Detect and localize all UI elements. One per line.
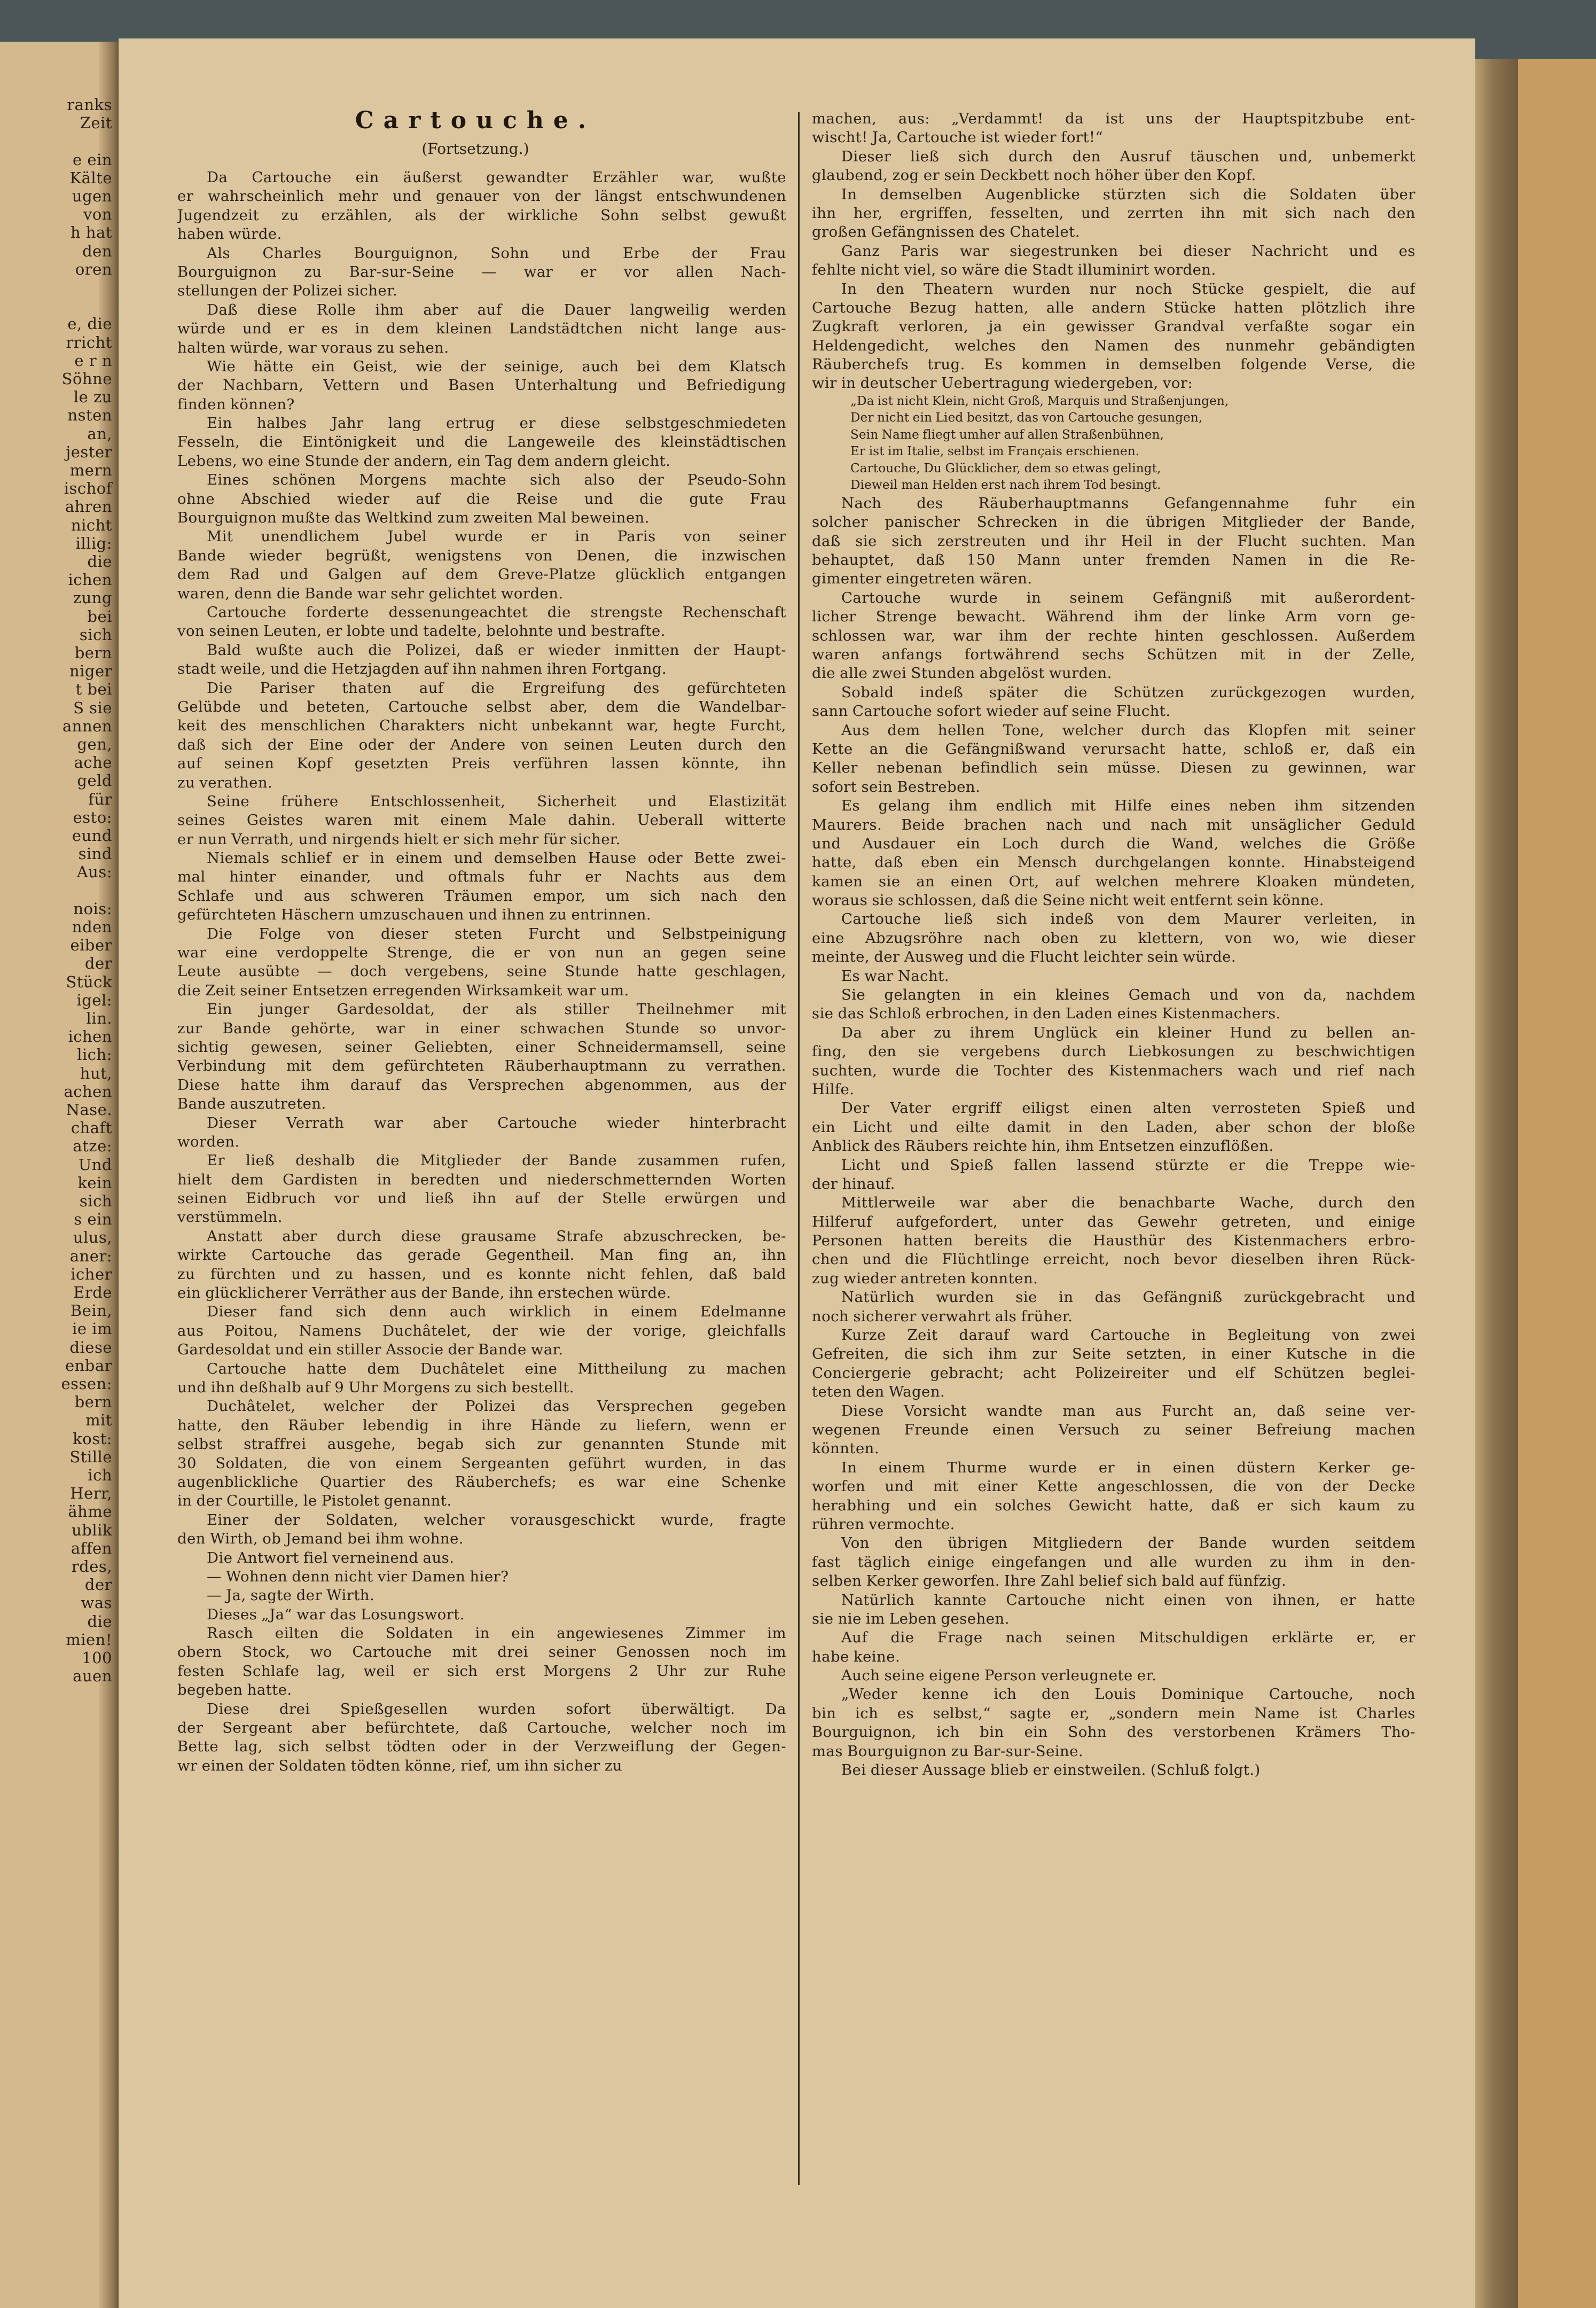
left-page-line: ähme xyxy=(68,1502,112,1521)
left-page-line: der xyxy=(84,954,112,973)
left-page-line: e, die xyxy=(67,315,112,333)
text-line: Schlafe und aus schweren Träumen empor, um sich nach den xyxy=(177,887,786,905)
text-line: zur Bande gehörte, war in einer schwachen Stunde so unvor- xyxy=(177,1019,786,1037)
text-line: behauptet, daß 150 Mann unter fremden Namen in die Re- xyxy=(812,551,1415,569)
text-line: Conciergerie gebracht; acht Polizeireiter und elf Schützen beglei- xyxy=(812,1364,1415,1382)
text-line: herabhing und ein solches Gewicht hatte, daß er sich kaum zu xyxy=(812,1496,1415,1514)
text-line: aus Poitou, Namens Duchâtelet, der wie der vorige, gleichfalls xyxy=(177,1322,786,1339)
text-line: machen, aus: „Verdammt! da ist uns der Hauptspitzbube ent- xyxy=(812,110,1415,127)
left-page-line: Kälte xyxy=(69,168,112,187)
left-page-line: hut, xyxy=(80,1064,112,1082)
text-line: Von den übrigen Mitgliedern der Bande wurden seitdem xyxy=(841,1534,1415,1552)
text-line: chen und die Flüchtlinge erreicht, noch bevor dieselben ihren Rück- xyxy=(812,1251,1415,1268)
column-divider xyxy=(798,112,800,2185)
left-page-line: ischof xyxy=(64,479,112,498)
text-line: woraus sie schlossen, daß die Seine nicht weit entfernt sein könne. xyxy=(812,892,1324,909)
text-line: Er ließ deshalb die Mitglieder der Bande zusammen rufen, xyxy=(207,1152,786,1169)
text-line: obern Stock, wo Cartouche mit drei seiner Genossen noch im xyxy=(177,1643,786,1661)
text-line: Diese drei Spießgesellen wurden sofort überwältigt. Da xyxy=(207,1700,786,1718)
article-title: Cartouche. xyxy=(355,107,596,134)
text-line: schlossen war, war ihm der rechte hinten geschlossen. Außerdem xyxy=(812,627,1415,644)
text-line: Dieses „Ja“ war das Losungswort. xyxy=(207,1605,465,1623)
text-line: war eine verdoppelte Strenge, die er von nun an gegen seine xyxy=(177,944,786,962)
text-line: Wie hätte ein Geist, wie der seinige, auch bei dem Klatsch xyxy=(207,357,786,375)
text-line: zug wieder antreten konnten. xyxy=(812,1269,1038,1287)
text-line: von seinen Leuten, er lobte und tadelte, belohnte und bestrafte. xyxy=(177,622,666,640)
text-line: selben Kerker geworfen. Ihre Zahl belief sich bald auf fünfzig. xyxy=(812,1572,1287,1590)
text-line: mas Bourguignon zu Bar-sur-Seine. xyxy=(812,1742,1084,1760)
text-line: er wahrscheinlich mehr und genauer von der längst entschwundenen xyxy=(177,188,786,205)
text-line: Leute ausübte — doch vergebens, seine Stunde hatte geschlagen, xyxy=(177,963,786,980)
left-page-line: zung xyxy=(73,589,112,607)
text-line: sann Cartouche sofort wieder auf seine Flucht. xyxy=(812,703,1171,720)
text-line: augenblickliche Quartier des Räuberchefs; es war eine Schenke xyxy=(177,1473,786,1491)
text-line: Aus dem hellen Tone, welcher durch das Klopfen mit seiner xyxy=(841,721,1415,739)
text-line: hatte, daß eben ein Mensch durchgelangen konnte. Hinabsteigend xyxy=(812,854,1415,871)
text-line: Heldengedicht, welches den Namen des nunmehr gebändigten xyxy=(812,337,1415,354)
text-line: daß sich der Eine oder der Andere von seinen Leuten durch den xyxy=(177,736,786,753)
text-line: gefürchteten Häschern umzuschauen und ihnen zu entrinnen. xyxy=(177,906,652,924)
text-line: Ein halbes Jahr lang ertrug er diese selbstgeschmiedeten xyxy=(207,415,786,432)
text-line: Niemals schlief er in einem und demselben Hause oder Bette zwei- xyxy=(207,849,786,867)
text-line: Bourguignon zu Bar-sur-Seine — war er vor allen Nach- xyxy=(177,263,786,280)
text-line: habe keine. xyxy=(812,1648,901,1665)
left-page-line: Herr, xyxy=(70,1484,112,1503)
text-line: halten würde, war voraus zu sehen. xyxy=(177,339,449,356)
left-page-line: bern xyxy=(74,1393,112,1412)
text-line: Duchâtelet, welcher der Polizei das Versprechen gegeben xyxy=(207,1398,786,1415)
text-line: Diese Vorsicht wandte man aus Furcht an, daß seine ver- xyxy=(841,1402,1415,1420)
text-line: Dieweil man Helden erst nach ihrem Tod besingt. xyxy=(850,478,1161,493)
text-line: finden können? xyxy=(177,395,295,413)
left-page-line: e r n xyxy=(74,351,112,370)
text-line: Lebens, wo eine Stunde der andern, ein Tag dem andern gleicht. xyxy=(177,452,671,470)
text-line: Sie gelangten in ein kleines Gemach und von da, nachdem xyxy=(841,986,1415,1004)
text-line: verstümmeln. xyxy=(177,1208,283,1226)
text-line: Gardesoldat und ein stiller Associe der Bande war. xyxy=(177,1341,564,1359)
left-page-line: sich xyxy=(79,1192,112,1210)
text-line: daß sie sich zerstreuten und ihr Heil in der Flucht suchten. Man xyxy=(812,532,1415,550)
text-line: der hinauf. xyxy=(812,1175,895,1192)
text-line: Cartouche hatte dem Duchâtelet eine Mittheilung zu machen xyxy=(207,1360,786,1377)
text-line: hielt dem Gardisten in beredten und niederschmetternden Worten xyxy=(177,1171,786,1188)
left-page-line: jester xyxy=(66,442,112,461)
text-line: Die Antwort fiel verneinend aus. xyxy=(207,1549,455,1566)
text-line: Natürlich kannte Cartouche nicht einen von ihnen, er hatte xyxy=(841,1591,1415,1609)
text-line: — Ja, sagte der Wirth. xyxy=(207,1587,375,1604)
text-line: seinen Eidbruch vor und ließ ihn auf der Stelle erwürgen und xyxy=(177,1190,786,1207)
text-line: sie nie im Leben gesehen. xyxy=(812,1610,1010,1627)
left-page-line: ichen xyxy=(68,571,112,589)
text-line: Zugkraft verloren, ja ein gewisser Grandval verfaßte sogar ein xyxy=(812,318,1415,336)
left-page-line: lin. xyxy=(86,1009,112,1027)
text-line: die alle zwei Stunden abgelöst wurden. xyxy=(812,665,1112,682)
text-line: auf seinen Kopf gesetzten Preis verführen lassen könnte, ihn xyxy=(177,755,786,773)
left-page-line: eund xyxy=(72,826,112,845)
text-line: ein Licht und eilte damit in den Laden, aber schon der bloße xyxy=(812,1118,1415,1136)
left-page-line: Und xyxy=(78,1155,112,1174)
text-line: der Sergeant aber befürchtete, daß Cartouche, welcher noch im xyxy=(177,1719,786,1737)
article-subtitle: (Fortsetzung.) xyxy=(421,140,529,158)
text-line: waren, denn die Bande war sehr gelichtet worden. xyxy=(177,584,564,602)
text-line: suchten, wurde die Tochter des Kistenmachers wach und rief nach xyxy=(812,1062,1415,1079)
left-page-line: kein xyxy=(77,1173,112,1192)
text-line: Cartouche wurde in seinem Gefängniß mit außerordent- xyxy=(841,589,1415,606)
left-page-line: ie im xyxy=(72,1320,112,1338)
text-column-right xyxy=(812,110,1415,1780)
left-page-line: was xyxy=(81,1594,112,1612)
text-line: Eines schönen Morgens machte sich also der Pseudo-Sohn xyxy=(207,471,786,489)
left-page-line: Erde xyxy=(73,1283,112,1301)
left-page-line: den xyxy=(82,241,112,260)
text-line: fing, den sie vergebens durch Liebkosungen zu beschwichtigen xyxy=(812,1043,1415,1061)
text-line: Cartouche Bezug hatten, alle andern Stücke hatten plötzlich ihre xyxy=(812,299,1415,316)
text-line: Der nicht ein Lied besitzt, das von Cartouche gesungen, xyxy=(850,411,1203,425)
left-page-line: geld xyxy=(77,771,112,790)
left-page-line: niger xyxy=(69,662,112,681)
left-page-line: Bein, xyxy=(70,1301,112,1320)
left-page-line: für xyxy=(88,790,112,808)
text-line: „Weder kenne ich den Louis Dominique Cartouche, noch xyxy=(841,1686,1415,1703)
text-line: teten den Wagen. xyxy=(812,1383,945,1401)
left-page-line: icher xyxy=(71,1265,112,1283)
left-page-line: Nase. xyxy=(66,1101,112,1119)
left-page-line: igel: xyxy=(76,991,112,1009)
left-page-line: von xyxy=(83,205,112,224)
left-page-line: ahren xyxy=(65,497,112,516)
text-line: den Wirth, ob Jemand bei ihm wohne. xyxy=(177,1530,464,1548)
left-page-line: Zeit xyxy=(80,114,112,132)
text-line: In den Theatern wurden nur noch Stücke gespielt, die auf xyxy=(841,280,1415,298)
text-line: Gefreiten, die sich ihm zur Seite setzten, in einer Kutsche in die xyxy=(812,1345,1415,1363)
text-line: seines Geistes waren mit einem Male dahin. Ueberall witterte xyxy=(177,812,786,829)
text-line: Kurze Zeit darauf ward Cartouche in Begleitung von zwei xyxy=(841,1327,1415,1344)
left-page-line: S sie xyxy=(73,698,112,717)
left-page-line: Stille xyxy=(69,1447,112,1466)
text-line: bin ich es selbst,“ sagte er, „sondern mein Name ist Charles xyxy=(812,1704,1415,1722)
text-line: Räuberchefs trug. Es kommen in demselben folgende Verse, die xyxy=(812,356,1415,373)
text-line: Da Cartouche ein äußerst gewandter Erzähler war, wußte xyxy=(207,169,786,186)
text-line: gimenter eingetreten wären. xyxy=(812,570,1032,588)
text-line: Dieser fand sich denn auch wirklich in einem Edelmanne xyxy=(207,1303,786,1321)
text-line: Gelübde und beteten, Cartouche selbst aber, dem die Wandelbar- xyxy=(177,698,786,715)
text-line: Bourguignon mußte das Weltkind zum zweiten Mal beweinen. xyxy=(177,509,650,527)
text-line: Bette lag, sich selbst tödten oder in der Verzweiflung der Gegen- xyxy=(177,1738,786,1756)
text-line: Seine frühere Entschlossenheit, Sicherheit und Elastizität xyxy=(207,792,786,810)
text-line: Keller nebenan befindlich sein müsse. Diesen zu gewinnen, war xyxy=(812,759,1415,777)
text-line: Als Charles Bourguignon, Sohn und Erbe der Frau xyxy=(207,244,786,262)
text-line: worden. xyxy=(177,1133,240,1150)
left-page-line: h hat xyxy=(70,223,112,242)
left-page-line: der xyxy=(84,1576,112,1594)
text-line: Maurers. Beide brachen nach und nach mit unsäglicher Geduld xyxy=(812,816,1415,833)
text-line: Hilferuf aufgefordert, unter das Gewehr getreten, und einige xyxy=(812,1213,1415,1230)
text-line: Verbindung mit dem gefürchteten Räuberhauptmann zu verrathen. xyxy=(177,1057,786,1075)
text-line: 30 Soldaten, die von einem Sergeanten geführt wurden, in das xyxy=(177,1454,786,1472)
text-line: wegenen Freunde einen Versuch zu seiner Befreiung machen xyxy=(812,1421,1415,1438)
text-line: selbst straffrei ausgehe, begab sich zur genannten Stunde mit xyxy=(177,1436,786,1453)
text-line: Fesseln, die Eintönigkeit und die Langeweile des kleinstädtischen xyxy=(177,433,786,451)
text-line: Einer der Soldaten, welcher vorausgeschickt wurde, fragte xyxy=(207,1511,786,1529)
left-page-line: esto: xyxy=(73,808,112,826)
text-line: Bei dieser Aussage blieb er einstweilen. (Schluß folgt.) xyxy=(841,1761,1261,1779)
left-page-line: Stück xyxy=(66,972,112,991)
left-page-line: affen xyxy=(71,1539,112,1557)
left-page-line: ichen xyxy=(68,1027,112,1046)
text-line: Rasch eilten die Soldaten in ein angewiesenes Zimmer im xyxy=(207,1625,786,1642)
text-line: Bourguignon, ich bin ein Sohn des verstorbenen Krämers Tho- xyxy=(812,1724,1415,1741)
text-line: kamen sie an einen Ort, auf welchen mehrere Kloaken mündeten, xyxy=(812,872,1415,890)
text-line: Es war Nacht. xyxy=(841,967,949,985)
text-line: Dieser ließ sich durch den Ausruf täuschen und, unbemerkt xyxy=(841,147,1415,165)
text-line: Dieser Verrath war aber Cartouche wieder hinterbracht xyxy=(207,1114,786,1132)
text-line: Licht und Spieß fallen lassend stürzte er die Treppe wie- xyxy=(841,1156,1415,1174)
text-line: Natürlich wurden sie in das Gefängniß zurückgebracht und xyxy=(841,1289,1415,1306)
text-line: licher Strenge bewacht. Während ihm der linke Arm vorn ge- xyxy=(812,608,1415,626)
text-line: hatte, den Räuber lebendig in ihre Hände zu liefern, wenn er xyxy=(177,1416,786,1434)
text-line: und ihn deßhalb auf 9 Uhr Morgens zu sich bestellt. xyxy=(177,1379,574,1396)
text-line: Ganz Paris war siegestrunken bei dieser Nachricht und es xyxy=(841,242,1415,260)
left-page-line: nicht xyxy=(71,516,112,534)
text-line: Bande auszutreten. xyxy=(177,1095,326,1113)
text-line: der Nachbarn, Vettern und Basen Unterhaltung und Befriedigung xyxy=(177,377,786,394)
left-page-line: achen xyxy=(64,1082,112,1101)
text-line: In demselben Augenblicke stürzten sich die Soldaten über xyxy=(841,185,1415,203)
text-column-left xyxy=(177,168,786,1775)
text-line: Bande wieder begrüßt, wenigstens von Denen, die inzwischen xyxy=(177,547,786,564)
text-line: In einem Thurme wurde er in einen düstern Kerker ge- xyxy=(841,1459,1415,1476)
left-page-line: gen, xyxy=(77,735,112,753)
left-page-line: bei xyxy=(87,607,112,626)
text-line: er nun Verrath, und nirgends hielt er sich mehr für sicher. xyxy=(177,830,621,848)
left-page-line: 100 xyxy=(82,1649,112,1667)
text-line: ohne Abschied wieder auf die Reise und die gute Frau xyxy=(177,490,786,508)
text-line: glaubend, zog er sein Deckbett noch höher über den Kopf. xyxy=(812,167,1256,184)
text-line: stadt weile, und die Hetzjagden auf ihn nahmen ihren Fortgang. xyxy=(177,660,667,678)
left-page-line: ublik xyxy=(72,1521,112,1539)
text-line: Nach des Räuberhauptmanns Gefangennahme fuhr ein xyxy=(841,494,1415,512)
text-line: noch sicherer verwahrt als früher. xyxy=(812,1307,1073,1325)
left-page-line: atze: xyxy=(73,1137,112,1156)
text-line: stellungen der Polizei sicher. xyxy=(177,282,398,300)
text-line: Jugendzeit zu erzählen, als der wirkliche Sohn selbst gewußt xyxy=(177,206,786,224)
book-cover-board xyxy=(1518,59,1596,2308)
text-line: Auf die Frage nach seinen Mitschuldigen erklärte er, er xyxy=(841,1629,1415,1647)
text-line: Auch seine eigene Person verleugnete er. xyxy=(841,1667,1157,1685)
text-line: keit des menschlichen Charakters nicht unbekannt war, hegte Furcht, xyxy=(177,717,786,735)
text-line: worfen und mit einer Kette angeschlossen, die von der Decke xyxy=(812,1478,1415,1495)
text-line: Sein Name fliegt umher auf allen Straßenbühnen, xyxy=(850,427,1164,442)
page-stack-edge xyxy=(1475,59,1518,2308)
left-page-line: chaft xyxy=(71,1119,112,1137)
left-page-line: e ein xyxy=(73,150,112,169)
text-line: Anblick des Räubers reichte hin, ihm Entsetzen einzuflößen. xyxy=(812,1137,1274,1155)
left-page-line: Aus: xyxy=(76,863,112,882)
text-line: solcher panischer Schrecken in die übrigen Mitglieder der Bande, xyxy=(812,513,1415,531)
text-line: die Zeit seiner Entsetzen erregenden Wirksamkeit war um. xyxy=(177,981,629,999)
text-line: Cartouche ließ sich indeß von dem Maurer verleiten, in xyxy=(841,910,1415,928)
text-line: Cartouche, Du Glücklicher, dem so etwas gelingt, xyxy=(850,461,1161,475)
left-page-line: Söhne xyxy=(61,370,112,388)
text-line: Mit unendlichem Jubel wurde er in Paris von seiner xyxy=(207,528,786,545)
left-page-line: an, xyxy=(87,424,112,443)
text-line: Da aber zu ihrem Unglück ein kleiner Hund zu bellen an- xyxy=(841,1024,1415,1041)
left-page-line: oren xyxy=(75,260,112,278)
left-page-line: rdes, xyxy=(71,1557,112,1576)
text-line: rühren vermochte. xyxy=(812,1515,955,1533)
text-line: festen Schlafe lag, weil er sich erst Morgens 2 Uhr zur Ruhe xyxy=(177,1662,786,1680)
text-line: begeben hatte. xyxy=(177,1681,292,1699)
text-line: würde und er es in dem kleinen Landstädtchen nicht lange aus- xyxy=(177,320,786,338)
text-line: sie das Schloß erbrochen, in den Laden eines Kistenmachers. xyxy=(812,1005,1281,1023)
left-page-line: annen xyxy=(62,716,112,735)
text-line: wischt! Ja, Cartouche ist wieder fort!“ xyxy=(812,129,1103,146)
text-line: Kette an die Gefängnißwand verursacht hatte, schloß er, daß ein xyxy=(812,740,1415,758)
left-page-line: die xyxy=(87,552,112,571)
text-line: sichtig gewesen, seiner Geliebten, einer Schneidermamsell, seine xyxy=(177,1038,786,1056)
left-page-line: illig: xyxy=(75,534,112,552)
text-line: Er ist im Italie, selbst im Français erschienen. xyxy=(850,445,1140,459)
text-line: haben würde. xyxy=(177,225,282,243)
text-line: ein glücklicherer Verräther aus der Bande, ihn erstechen würde. xyxy=(177,1284,671,1302)
text-line: Der Vater ergriff eiligst einen alten verrosteten Spieß und xyxy=(841,1100,1415,1117)
text-line: Ein junger Gardesoldat, der als stiller Theilnehmer mit xyxy=(207,1001,786,1018)
left-page-line: ugen xyxy=(72,187,112,205)
text-line: könnten. xyxy=(812,1440,880,1457)
left-page-line: auen xyxy=(73,1667,112,1686)
text-line: und Ausdauer ein Loch durch die Wand, welches die Größe xyxy=(812,835,1415,852)
text-line: Sobald indeß später die Schützen zurückgezogen wurden, xyxy=(841,683,1415,701)
left-page-line: essen: xyxy=(61,1375,112,1393)
text-line: „Da ist nicht Klein, nicht Groß, Marquis und Straßenjungen, xyxy=(850,394,1229,408)
text-line: Die Pariser thaten auf die Ergreifung des gefürchteten xyxy=(207,679,786,697)
text-line: Hilfe. xyxy=(812,1080,855,1098)
text-line: mal hinter einander, und oftmals fuhr er Nachts aus dem xyxy=(177,868,786,886)
text-line: — Wohnen denn nicht vier Damen hier? xyxy=(207,1568,509,1585)
text-line: Bald wußte auch die Polizei, daß er wieder inmitten der Haupt- xyxy=(207,641,786,659)
text-line: Anstatt aber durch diese grausame Strafe abzuschrecken, be- xyxy=(207,1227,786,1245)
text-line: Personen hatten bereits die Hausthür des Kistenmachers erbro- xyxy=(812,1232,1415,1250)
left-page-line: nsten xyxy=(67,406,112,425)
left-page-line: ulus, xyxy=(73,1228,112,1247)
left-page-line: le zu xyxy=(73,388,112,407)
text-line: sofort sein Bestreben. xyxy=(812,778,981,796)
text-line: zu fürchten und zu hassen, und es konnte nicht fehlen, daß bald xyxy=(177,1265,786,1283)
left-page-line: nden xyxy=(72,918,112,936)
text-line: Mittlerweile war aber die benachbarte Wache, durch den xyxy=(841,1194,1415,1212)
left-page-line: enbar xyxy=(65,1356,112,1375)
text-line: zu verathen. xyxy=(177,774,273,791)
text-line: fast täglich einige eingefangen und alle wurden zu ihm in den- xyxy=(812,1553,1415,1571)
text-line: Cartouche forderte dessenungeachtet die strengste Rechenschaft xyxy=(207,603,786,621)
text-line: Daß diese Rolle ihm aber auf die Dauer langweilig werden xyxy=(207,301,786,318)
left-page-line: t bei xyxy=(75,680,112,699)
left-page-line: bern xyxy=(74,644,112,662)
left-page-line: aner: xyxy=(69,1246,112,1265)
left-page-line: diese xyxy=(69,1338,112,1356)
left-page-line: s ein xyxy=(74,1210,112,1229)
left-page-line: die xyxy=(87,1612,112,1631)
left-page-line: sich xyxy=(79,625,112,644)
left-page-line: ache xyxy=(74,753,112,772)
left-page-line: ich xyxy=(88,1466,112,1484)
left-page-line: ranks xyxy=(67,96,112,114)
left-page-line: mern xyxy=(69,461,112,479)
left-page-line: mien! xyxy=(66,1630,112,1649)
left-page-line: kost: xyxy=(73,1429,112,1448)
left-page-line: eiber xyxy=(70,936,112,955)
left-page-line: mit xyxy=(85,1411,112,1430)
left-page-line: sind xyxy=(78,845,112,863)
text-line: fehlte nicht viel, so wäre die Stadt illuminirt worden. xyxy=(812,261,1216,279)
left-page-line: lich: xyxy=(77,1046,112,1064)
text-line: ihn her, ergriffen, fesselten, und zerrten ihn mit sich nach den xyxy=(812,204,1415,222)
left-page-line: rricht xyxy=(66,333,112,352)
text-line: wr einen der Soldaten tödten könne, rief, um ihn sicher zu xyxy=(177,1757,622,1774)
left-page-line: nois: xyxy=(73,899,112,918)
text-line: dem Rad und Galgen auf dem Greve-Platze glücklich entgangen xyxy=(177,566,786,583)
text-line: Es gelang ihm endlich mit Hilfe eines neben ihm sitzenden xyxy=(841,797,1415,815)
text-line: waren anfangs fortwährend sechs Schützen mit in der Zelle, xyxy=(812,645,1415,663)
text-line: Diese hatte ihm darauf das Versprechen abgenommen, aus der xyxy=(177,1076,786,1094)
text-line: meinte, der Ausweg und die Flucht leichter sein würde. xyxy=(812,948,1237,966)
text-line: in der Courtille, le Pistolet genannt. xyxy=(177,1492,452,1510)
text-line: wir in deutscher Uebertragung wiedergeben, vor: xyxy=(812,375,1193,392)
text-line: eine Abzugsröhre nach oben zu klettern, von wo, wie dieser xyxy=(812,929,1415,947)
text-line: großen Gefängnissen des Chatelet. xyxy=(812,223,1080,241)
text-line: wirkte Cartouche das gerade Gegentheil. Man fing an, ihn xyxy=(177,1246,786,1264)
text-line: Die Folge von dieser steten Furcht und Selbstpeinigung xyxy=(207,925,786,942)
